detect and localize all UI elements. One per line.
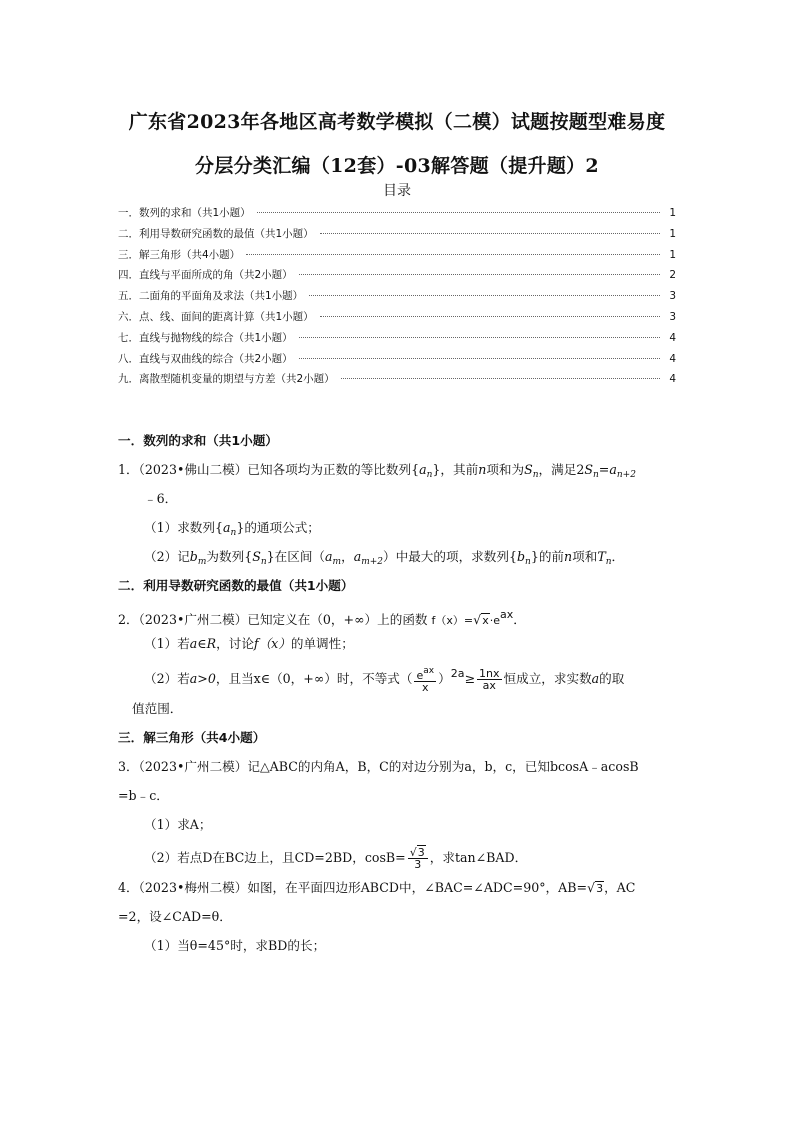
question-part	[118, 847, 678, 881]
question-line: 4．（2023•梅州二模）如图，在平面四边形ABCD中，∠BAC=∠ADC=90°，AB=√3，AC	[118, 880, 636, 895]
toc-entry[interactable]	[118, 203, 676, 224]
math: T	[597, 549, 606, 564]
toc-leader	[320, 233, 660, 234]
toc-entry[interactable]	[118, 307, 676, 328]
toc-page: 1	[669, 248, 676, 261]
math: S	[252, 549, 261, 564]
question-line: =b﹣c．	[118, 788, 169, 803]
toc-label: 七．直线与抛物线的综合（共1小题）	[118, 331, 293, 344]
math-sup: ax	[423, 666, 435, 676]
question-part	[118, 521, 678, 550]
text: （1）求数列{	[144, 520, 223, 535]
question-line: =2，设∠CAD=θ．	[118, 909, 232, 924]
text: 4．（2023•梅州二模）如图，在平面四边形ABCD中，∠BAC=∠ADC=90°，AB=	[118, 880, 588, 895]
toc-page: 2	[669, 269, 676, 282]
toc-leader	[320, 316, 660, 317]
math: S	[584, 462, 593, 477]
toc-entry[interactable]	[118, 245, 676, 266]
toc-heading: 目录	[383, 183, 411, 199]
doc-title-line2: 分层分类汇编（12套）-03解答题（提升题）2	[195, 155, 599, 177]
text: 2．（2023•广州二模）已知定义在（0，+∞）上的函数	[118, 612, 428, 627]
question-line	[118, 608, 678, 637]
toc-entry[interactable]	[118, 265, 676, 286]
doc-title-line1: 广东省2023年各地区高考数学模拟（二模）试题按题型难易度	[128, 111, 666, 133]
math: a	[591, 671, 600, 686]
question-3	[118, 760, 678, 881]
toc-label: 一．数列的求和（共1小题）	[118, 207, 251, 219]
fraction	[414, 666, 436, 693]
text: 恒成立，求实数	[503, 671, 592, 686]
math: b	[189, 549, 198, 564]
toc-leader	[257, 212, 660, 213]
text: }的前	[530, 549, 565, 564]
toc-label: 五．二面角的平面角及求法（共1小题）	[118, 290, 304, 303]
text: （1）若	[144, 636, 190, 651]
question-line	[118, 463, 678, 492]
toc-page: 1	[669, 227, 676, 240]
fraction-numerator: 1nx	[479, 667, 500, 680]
toc-label: 四．直线与平面所成的角（共2小题）	[118, 269, 293, 282]
text: ，满足2	[538, 462, 585, 477]
text: 的单调性；	[290, 636, 354, 651]
math: n	[478, 462, 487, 477]
math-sub: n	[260, 557, 267, 567]
question-line: ﹣6．	[144, 491, 178, 506]
toc-leader	[299, 337, 660, 338]
math-sub: m+2	[361, 557, 384, 567]
fraction	[408, 847, 428, 870]
text: x∈（0，+∞）时，不等式（	[253, 671, 413, 686]
toc-entry[interactable]	[118, 328, 676, 349]
math: 3	[596, 882, 604, 895]
math: e	[416, 669, 424, 682]
text: ，且当	[215, 671, 254, 686]
toc-label: 六．点、线、面间的距离计算（共1小题）	[118, 310, 314, 323]
toc-entry[interactable]	[118, 349, 676, 370]
section-heading: 二．利用导数研究函数的最值（共1小题）	[118, 578, 354, 593]
toc-leader	[246, 254, 660, 255]
math-sub: m	[197, 557, 207, 567]
toc-page: 4	[669, 373, 676, 386]
question-part: （1）当θ=45°时，求BD的长；	[144, 938, 326, 953]
text: （2）若点D在BC边上，且CD=2BD，cosB=	[144, 850, 406, 865]
math: n	[564, 549, 573, 564]
math: ·e	[489, 614, 500, 627]
math: a	[609, 462, 617, 477]
math: x	[482, 614, 489, 627]
text: ，	[341, 549, 354, 564]
text: 项和为	[486, 462, 525, 477]
text: }，其前	[432, 462, 479, 477]
math: a	[325, 549, 333, 564]
fraction-denominator: ax	[482, 679, 496, 692]
question-1	[118, 463, 678, 579]
fraction-numerator: √3	[408, 847, 428, 859]
text: ．	[611, 549, 625, 564]
math: a	[353, 549, 362, 564]
text: 的取	[599, 671, 625, 686]
math-sup: 2a	[450, 667, 465, 680]
question-part: （1）求A；	[144, 817, 212, 832]
text: =	[598, 462, 610, 477]
toc-page: 3	[669, 310, 676, 323]
question-line: 3．（2023•广州二模）记△ABC的内角A，B，C的对边分别为a，b，c，已知bcosA﹣acosB	[118, 759, 639, 774]
toc-page: 3	[669, 290, 676, 303]
toc-leader	[299, 274, 660, 275]
toc-label: 九．离散型随机变量的期望与方差（共2小题）	[118, 373, 335, 386]
math-sub: n	[525, 557, 531, 567]
toc-page: 4	[669, 331, 676, 344]
section-heading: 三．解三角形（共4小题）	[118, 730, 266, 745]
text: ，求tan∠BAD．	[429, 850, 528, 865]
document-body	[118, 434, 678, 968]
math: 3	[417, 846, 425, 859]
question-line: 值范围．	[132, 701, 183, 716]
text: }的通项公式；	[236, 520, 320, 535]
toc-leader	[299, 358, 660, 359]
math: a	[223, 520, 231, 535]
question-2	[118, 608, 678, 731]
text: ）	[438, 671, 451, 686]
math-sub: n	[592, 470, 599, 480]
toc-label: 八．直线与双曲线的综合（共2小题）	[118, 352, 293, 365]
math-sub: m	[332, 557, 342, 567]
toc-leader	[341, 378, 660, 379]
question-4	[118, 881, 678, 968]
math: f（x）	[253, 636, 291, 651]
table-of-contents	[118, 203, 676, 390]
math: b	[516, 549, 526, 564]
text: ≥	[464, 671, 476, 686]
toc-leader	[309, 295, 660, 296]
section-heading: 一．数列的求和（共1小题）	[118, 433, 278, 448]
math-sub: n	[426, 470, 433, 480]
math-sup: ax	[499, 608, 514, 621]
toc-label: 二．利用导数研究函数的最值（共1小题）	[118, 227, 314, 240]
text: }在区间（	[266, 549, 326, 564]
text: ，讨论	[216, 636, 254, 651]
fraction-numerator	[414, 666, 436, 682]
question-part	[118, 666, 678, 702]
question-part	[118, 550, 678, 579]
text: ）中最大的项，求数列{	[383, 549, 517, 564]
math: a>0	[189, 671, 216, 686]
text: ．	[513, 612, 526, 627]
math: f（x）=	[431, 614, 474, 627]
sqrt-expression: √x	[473, 612, 489, 627]
fraction-denominator: x	[422, 681, 429, 694]
text: 为数列{	[206, 549, 253, 564]
toc-page: 1	[669, 207, 676, 219]
toc-label: 三．解三角形（共4小题）	[118, 248, 241, 261]
text: （2）记	[144, 549, 190, 564]
math-sub: n+2	[616, 470, 636, 480]
question-part	[118, 637, 678, 666]
fraction-denominator: 3	[414, 858, 422, 871]
toc-page: 4	[669, 352, 676, 365]
math: a	[419, 462, 427, 477]
text: 项和	[572, 549, 598, 564]
math-sub: n	[532, 470, 539, 480]
math-sub: n	[230, 528, 237, 538]
math-sub: n	[605, 557, 612, 567]
fraction	[477, 668, 501, 691]
math: S	[524, 462, 533, 477]
text: ，AC	[604, 880, 636, 895]
toc-entry[interactable]	[118, 369, 676, 390]
math: a∈R	[189, 636, 217, 651]
text: 1．（2023•佛山二模）已知各项均为正数的等比数列{	[118, 462, 420, 477]
text: （2）若	[144, 671, 190, 686]
toc-entry[interactable]	[118, 286, 676, 307]
toc-entry[interactable]	[118, 224, 676, 245]
